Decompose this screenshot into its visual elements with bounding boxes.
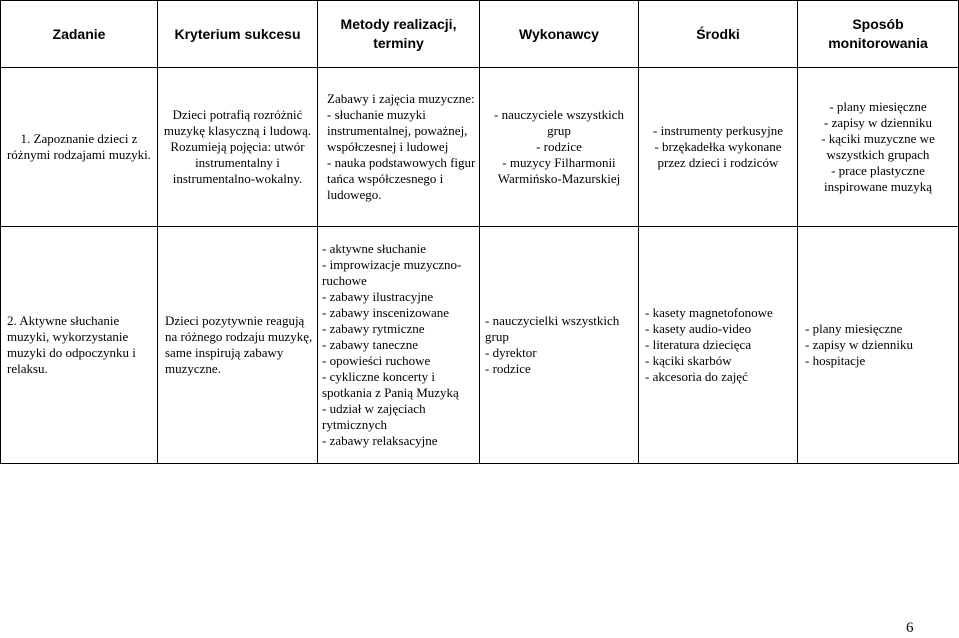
row1-wykonawcy	[480, 68, 638, 226]
row1-zadanie	[1, 68, 157, 226]
cell-text: - nauczyciele wszystkich grup - rodzice - muzycy Filharmonii Warmińsko-Mazurskiej	[494, 107, 624, 186]
header-kryterium: Kryterium sukcesu	[174, 25, 301, 42]
row1-srodki	[639, 68, 797, 226]
cell-text: - plany miesięczne - zapisy w dzienniku - hospitacje	[805, 321, 913, 368]
page-number: 6	[906, 620, 914, 636]
header-srodki: Środki	[696, 25, 740, 42]
row2-kryterium	[158, 227, 317, 463]
row2-monitorowanie	[798, 227, 958, 463]
row2-metody	[318, 227, 479, 463]
row1-monitorowanie	[798, 68, 958, 226]
cell-text: - kasety magnetofonowe - kasety audio-video - literatura dziecięca - kąciki skarbów - akcesoria do zajęć	[645, 305, 773, 384]
cell-text: - nauczycielki wszystkich grup - dyrektor - rodzice	[485, 313, 620, 376]
cell-text: Dzieci potrafią rozróżnić muzykę klasyczną i ludową. Rozumieją pojęcia: utwór instrumentalny i instrumentalno-wokalny.	[163, 107, 312, 186]
header-wykonawcy: Wykonawcy	[519, 25, 599, 42]
row2-wykonawcy	[480, 227, 638, 463]
cell-text: Zabawy i zajęcia muzyczne: - słuchanie muzyki instrumentalnej, poważnej, współczesnej i ludowej - nauka podstawowych figur tańca współczesnego i ludowego.	[327, 91, 476, 202]
cell-text: - instrumenty perkusyjne - brzękadełka wykonane przez dzieci i rodziców	[653, 123, 783, 170]
cell-text: - plany miesięczne - zapisy w dzienniku - kąciki muzyczne we wszystkich grupach - prace plastyczne inspirowane muzyką	[821, 99, 935, 194]
header-zadanie: Zadanie	[52, 25, 106, 42]
header-monitorowanie: Sposób monitorowania	[828, 16, 928, 51]
row2-srodki	[639, 227, 797, 463]
cell-text: 1. Zapoznanie dzieci z różnymi rodzajami muzyki.	[6, 131, 152, 162]
cell-text: - aktywne słuchanie - improwizacje muzyczno- ruchowe - zabawy ilustracyjne - zabawy inscenizowane - zabawy rytmiczne - zabawy taneczne - opowieści ruchowe - cykliczne koncerty i spotkania z Panią Muzyką - udział w zajęciach rytmicznych - zabawy relaksacyjne	[322, 241, 462, 448]
cell-text: Dzieci pozytywnie reagują na różnego rodzaju muzykę, same inspirują zabawy muzyczne.	[165, 313, 313, 376]
row2-zadanie	[1, 227, 157, 463]
row1-kryterium	[158, 68, 317, 226]
cell-text: 2. Aktywne słuchanie muzyki, wykorzystanie muzyki do odpoczynku i relaksu.	[7, 313, 136, 376]
header-metody: Metody realizacji, terminy	[340, 16, 457, 51]
row1-metody	[318, 68, 479, 226]
